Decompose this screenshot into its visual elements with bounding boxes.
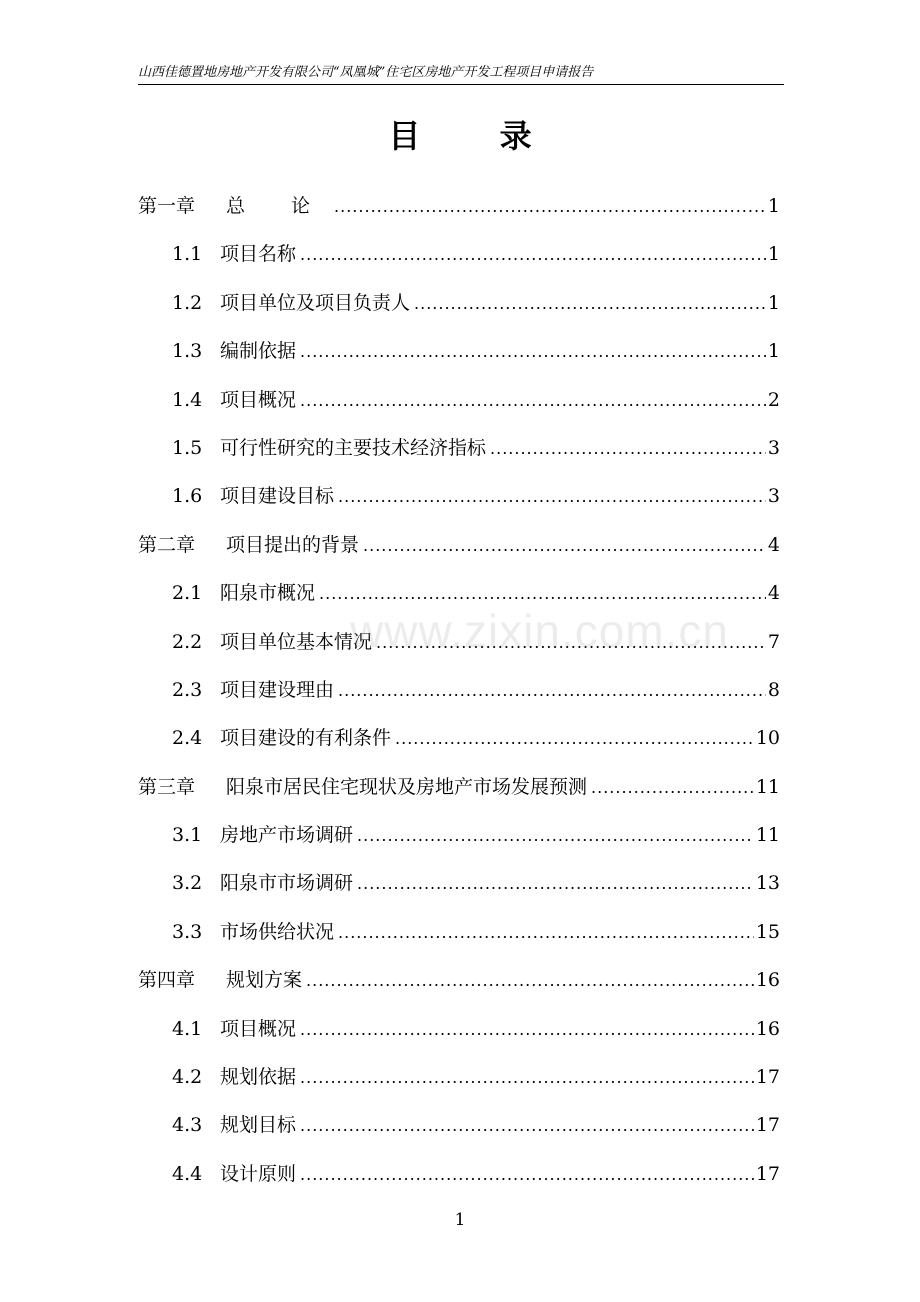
toc-leader-dots: [376, 623, 766, 663]
toc-entry-label: 总 论: [226, 195, 331, 217]
toc-leader-dots: [591, 768, 754, 808]
toc-leader-dots: [319, 574, 766, 614]
toc-entry-chapter-3[interactable]: [138, 767, 780, 815]
toc-entry-label: 规划依据: [220, 1066, 297, 1089]
toc-entry-label: 可行性研究的主要技术经济指标: [220, 436, 487, 459]
toc-entry-1-4[interactable]: [138, 380, 780, 428]
toc-entry-2-3[interactable]: [138, 670, 780, 718]
toc-entry-number: 1.3: [172, 340, 203, 363]
toc-entry-1-5[interactable]: [138, 428, 780, 476]
toc-entry-label: 项目提出的背景: [226, 533, 360, 556]
toc-entry-label: 项目名称: [220, 243, 297, 266]
page-number: 1: [454, 1210, 466, 1230]
toc-entry-label: 阳泉市概况: [220, 582, 316, 605]
toc-leader-dots: [338, 671, 766, 711]
toc-entry-page: 1: [767, 195, 780, 217]
toc-entry-number: 1.5: [172, 436, 203, 459]
toc-entry-number: 2.3: [172, 678, 203, 701]
toc-entry-label: 项目概况: [220, 388, 297, 411]
toc-entry-number: 3.3: [172, 920, 203, 943]
toc-entry-1-1[interactable]: [138, 234, 780, 282]
toc-entry-number: 2.2: [172, 630, 203, 653]
toc-leader-dots: [357, 864, 754, 904]
toc-entry-number: 第一章: [138, 195, 196, 217]
toc-entry-chapter-2[interactable]: [138, 525, 780, 573]
toc-entry-number: 3.1: [172, 824, 203, 847]
toc-entry-number: 1.6: [172, 485, 203, 508]
toc-leader-dots: [414, 284, 766, 324]
toc-entry-2-2[interactable]: [138, 622, 780, 670]
toc-entry-page: 2: [767, 388, 780, 411]
toc-entry-chapter-4[interactable]: [138, 960, 780, 1008]
toc-entry-label: 设计原则: [220, 1162, 297, 1185]
toc-entry-label: 项目单位及项目负责人: [220, 291, 411, 314]
toc-entry-label: 规划目标: [220, 1114, 297, 1137]
toc-leader-dots: [357, 816, 754, 856]
toc-leader-dots: [300, 235, 766, 275]
toc-leader-dots: [300, 332, 766, 372]
toc-entry-number: 4.1: [172, 1017, 203, 1040]
toc-entry-number: 1.2: [172, 291, 203, 314]
toc-entry-number: 4.2: [172, 1066, 203, 1089]
toc-entry-page: 4: [767, 533, 780, 556]
toc-entry-page: 1: [767, 340, 780, 363]
toc-entry-label: 项目建设目标: [220, 485, 335, 508]
toc-entry-page: 17: [755, 1066, 780, 1089]
toc-entry-number: 4.4: [172, 1162, 203, 1185]
toc-entry-page: 1: [767, 243, 780, 266]
header-rule: [138, 84, 784, 85]
toc-leader-dots: [338, 477, 766, 517]
running-header: 山西佳德置地房地产开发有限公司“凤凰城”住宅区房地产开发工程项目申请报告: [138, 65, 594, 80]
toc-leader-dots: [338, 913, 754, 953]
toc-leader-dots: [306, 961, 754, 1001]
toc-entry-chapter-1[interactable]: [138, 186, 780, 234]
toc-entry-number: 第二章: [138, 533, 196, 556]
toc-entry-label: 规划方案: [226, 969, 303, 992]
toc-entry-label: 项目单位基本情况: [220, 630, 373, 653]
toc-entry-4-2[interactable]: [138, 1057, 780, 1105]
toc-entry-page: 16: [755, 969, 780, 992]
toc-entry-number: 2.1: [172, 582, 203, 605]
toc-leader-dots: [300, 1058, 754, 1098]
toc-leader-dots: [300, 1010, 754, 1050]
toc-entry-label: 阳泉市居民住宅现状及房地产市场发展预测: [226, 775, 588, 798]
toc-entry-page: 3: [767, 436, 780, 459]
toc-entry-page: 11: [755, 775, 780, 798]
toc-entry-3-3[interactable]: [138, 912, 780, 960]
toc-leader-dots: [300, 1155, 754, 1195]
toc-entry-2-1[interactable]: [138, 573, 780, 621]
toc-entry-number: 1.4: [172, 388, 203, 411]
toc-entry-page: 17: [755, 1162, 780, 1185]
toc-entry-label: 项目建设理由: [220, 678, 335, 701]
toc-entry-page: 7: [767, 630, 780, 653]
toc-leader-dots: [300, 381, 766, 421]
toc-leader-dots: [395, 719, 754, 759]
toc-entry-label: 房地产市场调研: [220, 824, 354, 847]
toc-entry-page: 13: [755, 872, 780, 895]
toc-entry-label: 市场供给状况: [220, 920, 335, 943]
watermark-text: www.zixin.com.cn: [350, 605, 729, 657]
toc-entry-label: 项目建设的有利条件: [220, 727, 392, 750]
toc-entry-label: 编制依据: [220, 340, 297, 363]
toc-entry-number: 3.2: [172, 872, 203, 895]
toc-leader-dots: [490, 429, 766, 469]
toc-entry-page: 17: [755, 1114, 780, 1137]
toc-entry-number: 第四章: [138, 969, 196, 992]
toc-entry-4-3[interactable]: [138, 1105, 780, 1153]
toc-entry-page: 1: [767, 291, 780, 314]
toc-entry-3-1[interactable]: [138, 815, 780, 863]
toc-entry-page: 10: [755, 727, 780, 750]
toc-entry-page: 8: [767, 678, 780, 701]
toc-entry-label: 阳泉市市场调研: [220, 872, 354, 895]
toc-entry-4-4[interactable]: [138, 1154, 780, 1202]
toc-leader-dots: [300, 1106, 754, 1146]
toc-entry-1-2[interactable]: [138, 283, 780, 331]
toc-entry-page: 4: [767, 582, 780, 605]
toc-entry-label: 项目概况: [220, 1017, 297, 1040]
toc-leader-dots: [363, 526, 766, 566]
toc-entry-number: 第三章: [138, 775, 196, 798]
toc-entry-number: 2.4: [172, 727, 203, 750]
toc-entry-2-4[interactable]: [138, 718, 780, 766]
toc-entry-page: 15: [755, 920, 780, 943]
toc-entry-4-1[interactable]: [138, 1009, 780, 1057]
toc-entry-page: 3: [767, 485, 780, 508]
toc-leader-dots: [334, 187, 766, 227]
toc-entry-page: 11: [755, 824, 780, 847]
toc-entry-number: 1.1: [172, 243, 203, 266]
table-of-contents: [138, 186, 780, 1202]
toc-entry-3-2[interactable]: [138, 863, 780, 911]
toc-entry-1-6[interactable]: [138, 476, 780, 524]
toc-entry-page: 16: [755, 1017, 780, 1040]
toc-entry-number: 4.3: [172, 1114, 203, 1137]
toc-entry-1-3[interactable]: [138, 331, 780, 379]
toc-title: 目 录: [388, 117, 566, 155]
